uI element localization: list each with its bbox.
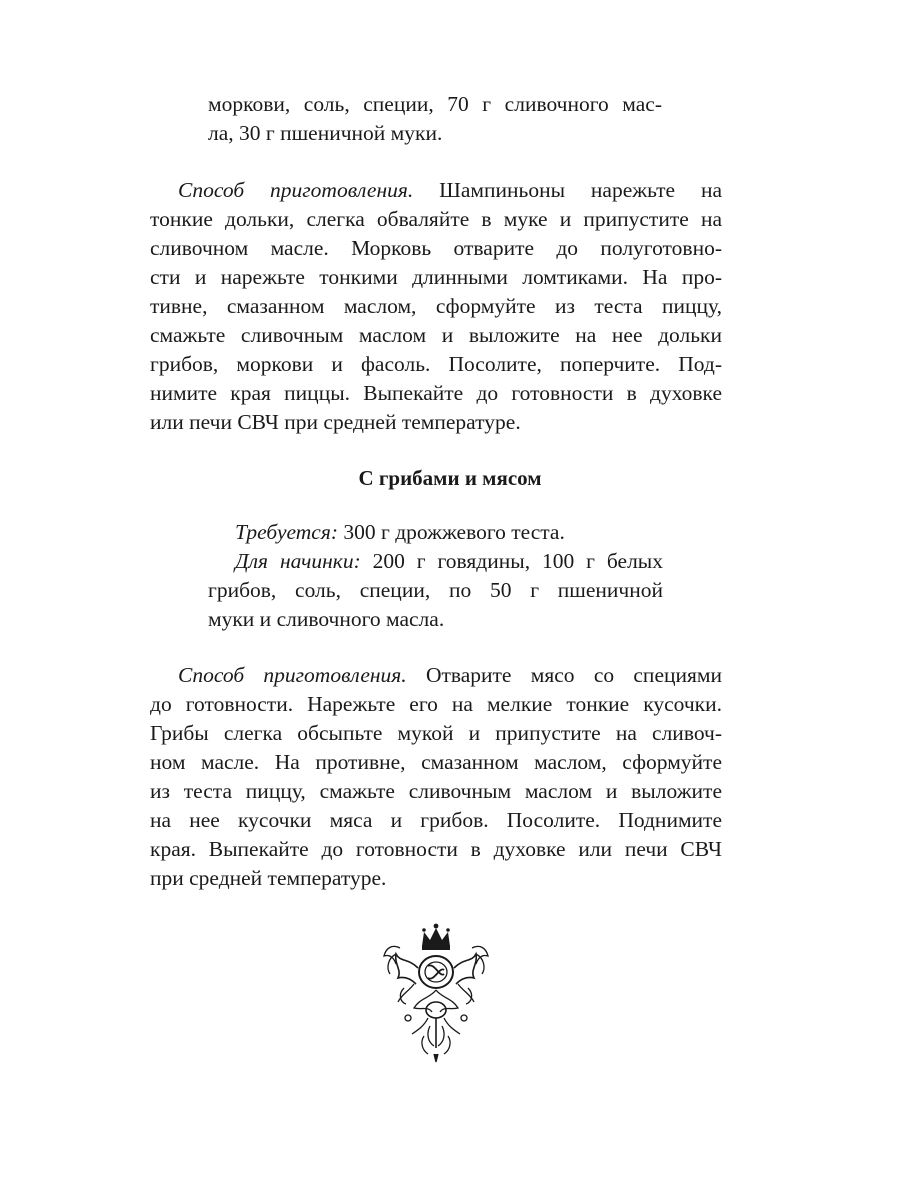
filling-line-3: муки и сливочного масла. [208, 607, 445, 631]
required-line [235, 518, 565, 547]
method1-line-7: грибов, моркови и фасоль. Посолите, поперчите. Под- [150, 352, 722, 376]
method1-line-4: сти и нарежьте тонкими длинными ломтиками. На про- [150, 265, 722, 289]
method2-line-6: на нее кусочки мяса и грибов. Посолите. Поднимите [150, 808, 722, 832]
method1-line-1 [178, 176, 722, 205]
required-label: Требуется: [235, 520, 338, 544]
method1-line-8: нимите края пиццы. Выпекайте до готовности в духовке [150, 381, 722, 405]
method2-line-1 [178, 661, 722, 690]
method2-line-4: ном масле. На противне, смазанном маслом, сформуйте [150, 750, 722, 774]
required-value: 300 г дрожжевого теста. [338, 520, 565, 544]
ingredients-line-2: ла, 30 г пшеничной муки. [208, 121, 443, 145]
filling-line1-rest: 200 г говядины, 100 г белых [360, 549, 663, 573]
recipe-title: С грибами и мясом [358, 466, 542, 490]
ingredients-line-1: моркови, соль, специи, 70 г сливочного мас- [208, 92, 662, 116]
method2-line-7: края. Выпекайте до готовности в духовке или печи СВЧ [150, 837, 722, 861]
method2-line1-rest: Отварите мясо со специями [406, 663, 722, 687]
method2-line-5: из теста пиццу, смажьте сливочным маслом и выложите [150, 779, 722, 803]
method2-line-2: до готовности. Нарежьте его на мелкие тонкие кусочки. [150, 692, 722, 716]
method1-line-5: тивне, смазанном маслом, сформуйте из теста пиццу, [150, 294, 722, 318]
filling-line-2: грибов, соль, специи, по 50 г пшеничной [208, 578, 663, 602]
method1-line1-rest: Шампиньоны нарежьте на [413, 178, 722, 202]
filling-line-1 [235, 547, 663, 576]
method1-line-9: или печи СВЧ при средней температуре. [150, 410, 521, 434]
method1-line-6: смажьте сливочным маслом и выложите на нее дольки [150, 323, 722, 347]
method2-line-8: при средней температуре. [150, 866, 387, 890]
method2-label: Способ приготовления. [178, 663, 407, 687]
method2-line-3: Грибы слегка обсыпьте мукой и припустите на сливоч- [150, 721, 722, 745]
crowned-monogram-emblem-icon [378, 918, 494, 1064]
method1-line-3: сливочном масле. Морковь отварите до полуготовно- [150, 236, 722, 260]
filling-label: Для начинки: [235, 549, 361, 573]
method1-label: Способ приготовления. [178, 178, 414, 202]
method1-line-2: тонкие дольки, слегка обваляйте в муке и припустите на [150, 207, 722, 231]
